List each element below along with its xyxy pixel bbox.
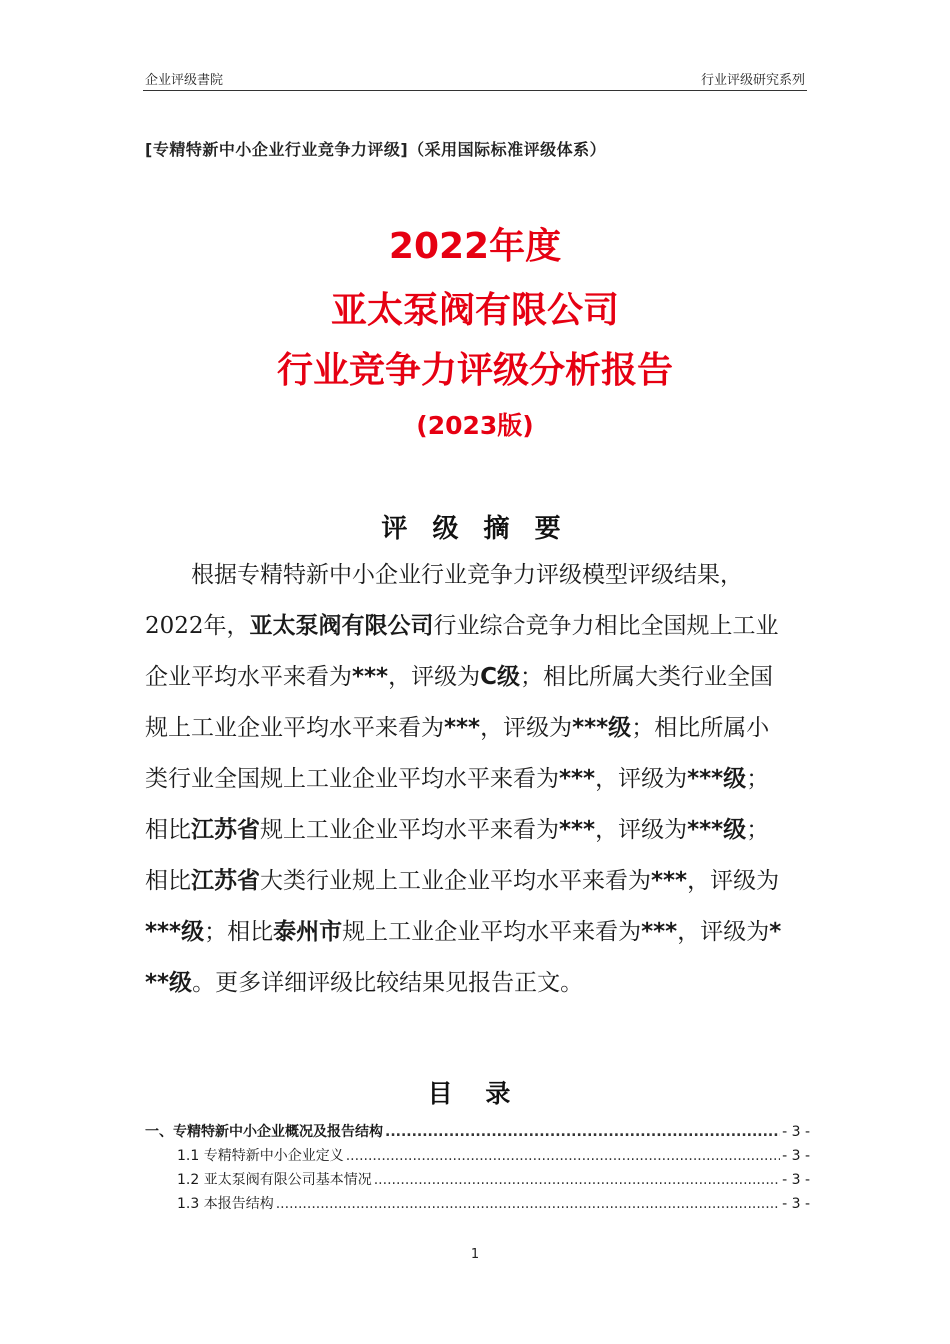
summary-line xyxy=(145,550,810,601)
toc-entry-label: 1.3 本报告结构 xyxy=(177,1196,274,1212)
toc-entry-page: - 3 - xyxy=(782,1124,810,1140)
summary-emphasis: C级 xyxy=(480,664,520,690)
summary-line xyxy=(145,601,810,652)
summary-text: 。更多详细评级比较结果见报告正文。 xyxy=(192,970,584,996)
toc-entry-page: - 3 - xyxy=(782,1196,810,1212)
summary-text: ；相比所属大类行业全国 xyxy=(519,664,773,690)
summary-emphasis: 亚太泵阀有限公司 xyxy=(249,613,434,639)
summary-emphasis: *** xyxy=(651,868,688,894)
summary-line xyxy=(145,805,810,856)
summary-text: 企业平均水平来看为 xyxy=(145,664,352,690)
report-title-company: 亚太泵阀有限公司 xyxy=(330,290,619,331)
summary-emphasis: * xyxy=(769,919,782,945)
summary-text: 大类行业规上工业企业平均水平来看为 xyxy=(260,868,651,894)
summary-line xyxy=(145,652,810,703)
toc-entry-label: 一、专精特新中小企业概况及报告结构 xyxy=(145,1124,383,1140)
summary-line xyxy=(145,958,810,1009)
summary-text: ，评级为 xyxy=(480,715,573,741)
header-publisher: 企业评级書院 xyxy=(145,73,224,88)
summary-emphasis: ***级 xyxy=(687,766,747,792)
summary-text: ；相比所属小 xyxy=(631,715,770,741)
summary-text: 规上工业企业平均水平来看为 xyxy=(145,715,444,741)
summary-text: ，评级为 xyxy=(687,868,780,894)
page-header xyxy=(143,66,807,91)
summary-text: ； xyxy=(746,766,770,792)
summary-text: 根据专精特新中小企业行业竞争力评级模型评级结果， xyxy=(191,562,743,588)
summary-emphasis: **级 xyxy=(145,970,193,996)
summary-paragraph xyxy=(145,550,810,1009)
summary-text: 规上工业企业平均水平来看为 xyxy=(342,919,642,945)
summary-emphasis: ***级 xyxy=(572,715,632,741)
summary-text: 类行业全国规上工业企业平均水平来看为 xyxy=(145,766,559,792)
summary-emphasis: *** xyxy=(352,664,389,690)
summary-text: 相比 xyxy=(145,868,191,894)
toc-entry[interactable] xyxy=(145,1192,810,1216)
summary-emphasis: *** xyxy=(444,715,481,741)
page-number: 1 xyxy=(470,1247,480,1262)
toc-entry-label: 1.2 亚太泵阀有限公司基本情况 xyxy=(177,1172,372,1188)
toc-entry-label: 1.1 专精特新中小企业定义 xyxy=(177,1148,344,1164)
summary-text: ，评级为 xyxy=(388,664,481,690)
toc-leader-dots xyxy=(374,1168,780,1192)
summary-text: 行业综合竞争力相比全国规上工业 xyxy=(433,613,779,639)
summary-emphasis: ***级 xyxy=(145,919,205,945)
report-title-edition: (2023版) xyxy=(416,411,534,440)
summary-text: ，评级为 xyxy=(595,766,688,792)
series-label: [专精特新中小企业行业竞争力评级]（采用国际标准评级体系） xyxy=(145,140,607,159)
summary-emphasis: 泰州市 xyxy=(273,919,343,945)
summary-text: ，评级为 xyxy=(677,919,770,945)
summary-line xyxy=(145,856,810,907)
toc-entry-page: - 3 - xyxy=(782,1148,810,1164)
summary-emphasis: 江苏省 xyxy=(191,817,260,843)
toc-entry-page: - 3 - xyxy=(782,1172,810,1188)
summary-text: 规上工业企业平均水平来看为 xyxy=(260,817,559,843)
summary-text: 2022年， xyxy=(145,613,250,639)
summary-text: ；相比 xyxy=(204,919,274,945)
summary-text: ，评级为 xyxy=(595,817,688,843)
toc-leader-dots xyxy=(346,1144,780,1168)
toc-entry[interactable] xyxy=(145,1144,810,1168)
summary-line xyxy=(145,907,810,958)
summary-emphasis: *** xyxy=(559,817,596,843)
summary-line xyxy=(145,754,810,805)
report-title-subject: 行业竞争力评级分析报告 xyxy=(276,350,673,391)
summary-text: 相比 xyxy=(145,817,191,843)
summary-emphasis: 江苏省 xyxy=(191,868,260,894)
toc-leader-dots xyxy=(276,1192,780,1216)
summary-emphasis: *** xyxy=(641,919,678,945)
toc-leader-dots xyxy=(385,1120,780,1144)
summary-line xyxy=(145,703,810,754)
header-series: 行业评级研究系列 xyxy=(700,73,805,88)
report-title-year: 2022年度 xyxy=(388,226,562,267)
table-of-contents xyxy=(145,1120,810,1216)
summary-heading: 评 级 摘 要 xyxy=(381,514,569,544)
toc-entry[interactable] xyxy=(145,1168,810,1192)
summary-text: ； xyxy=(746,817,770,843)
summary-emphasis: ***级 xyxy=(687,817,747,843)
toc-entry[interactable] xyxy=(145,1120,810,1144)
summary-emphasis: *** xyxy=(559,766,596,792)
toc-heading: 目 录 xyxy=(427,1079,523,1108)
